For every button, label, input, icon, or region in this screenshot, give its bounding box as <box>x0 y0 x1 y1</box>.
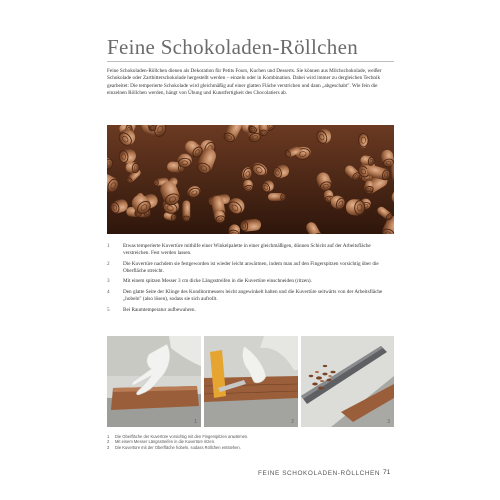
step-number: 3 <box>107 278 110 285</box>
step-number: 2 <box>107 260 110 267</box>
step-item <box>107 289 394 303</box>
step-text: Mit einem spitzen Messer 3 cm dicke Längsstreifen in die Kuvertüre einschneiden (ritzen). <box>123 278 312 285</box>
step-photo-3 <box>301 336 394 427</box>
step-photos <box>107 336 394 427</box>
page-title: Feine Schokoladen-Röllchen <box>107 35 358 59</box>
photo-number: 3 <box>387 419 390 425</box>
caption-number: 1 <box>107 434 110 439</box>
step-text: Bei Raumtemperatur aufbewahren. <box>123 306 196 313</box>
step-item <box>107 307 394 314</box>
caption-item <box>107 445 307 450</box>
chocolate-curls-illustration <box>107 125 394 234</box>
scraping-curls-image <box>301 336 394 427</box>
step-photo-2 <box>204 336 298 427</box>
running-footer: FEINE SCHOKOLADEN-RÖLLCHEN <box>258 470 381 477</box>
chocolate-curls-photo <box>107 125 394 234</box>
step-list <box>107 243 394 317</box>
step-text: Den glatte Seite der Klinge des Konditormessers leicht angewinkelt halten und die Kuvertüre seitwärts von der Arbeitsfläche „hobeln" (also lösen), sodass sie sich aufrollt. <box>123 288 383 303</box>
photo-number: 2 <box>291 419 294 425</box>
photo-number: 1 <box>194 419 197 425</box>
intro-paragraph: Feine Schokoladen-Röllchen dienen als Dekoration für Petits Fours, Kuchen und Desserts. Sie können aus Milchschokolade, weißer Schokolade oder Zartbitterschokolade hergestellt werden – einzeln oder in Kombination. Dabei wird immer zu dergleichen Technik gearbeitet: Die temperierte Schokolade wird gleichmäßig auf einer glatten Fläche verstrichen und dann „abgeschabt". Wie fein die einzelnen Röllchen werden, hängt von Übung und Kunstfertigkeit des Chocolatiers ab. <box>107 68 382 96</box>
title-rule <box>107 61 394 62</box>
page-number: 71 <box>383 469 391 476</box>
caption-text: Mit einem Messer Längsstreifen in die Kuvertüre ritzen. <box>115 439 216 445</box>
step-item <box>107 261 394 275</box>
step-number: 1 <box>107 243 110 249</box>
warming-hands-image <box>107 336 201 427</box>
step-item <box>107 278 394 285</box>
caption-text: Die Kuvertüre mit der Oberfläche hobeln, sodass Röllchen entstehen. <box>115 444 241 450</box>
photo-captions <box>107 434 307 450</box>
caption-number: 3 <box>107 444 110 450</box>
cutting-strips-image <box>204 336 298 427</box>
step-number: 4 <box>107 288 110 295</box>
step-photo-1 <box>107 336 201 427</box>
caption-number: 2 <box>107 439 110 445</box>
caption-text: Die Oberfläche der Kuvertüre vorsichtig mit den Fingerspitzen anwärmen. <box>115 434 249 439</box>
step-number: 5 <box>107 306 110 313</box>
step-text: Etwas temperierte Kuvertüre mithilfe einer Winkelpalette in einer gleichmäßigen, dünnen Schicht auf der Arbeitsfläche verstreichen. Fest werden lassen. <box>123 243 371 257</box>
step-text: Die Kuvertüre nachdem sie festgeworden ist wieder leicht anwärmen, indem man auf den Fingerspitzen vorsichtig über die Oberfläche streicht. <box>123 260 379 274</box>
step-item <box>107 243 394 257</box>
